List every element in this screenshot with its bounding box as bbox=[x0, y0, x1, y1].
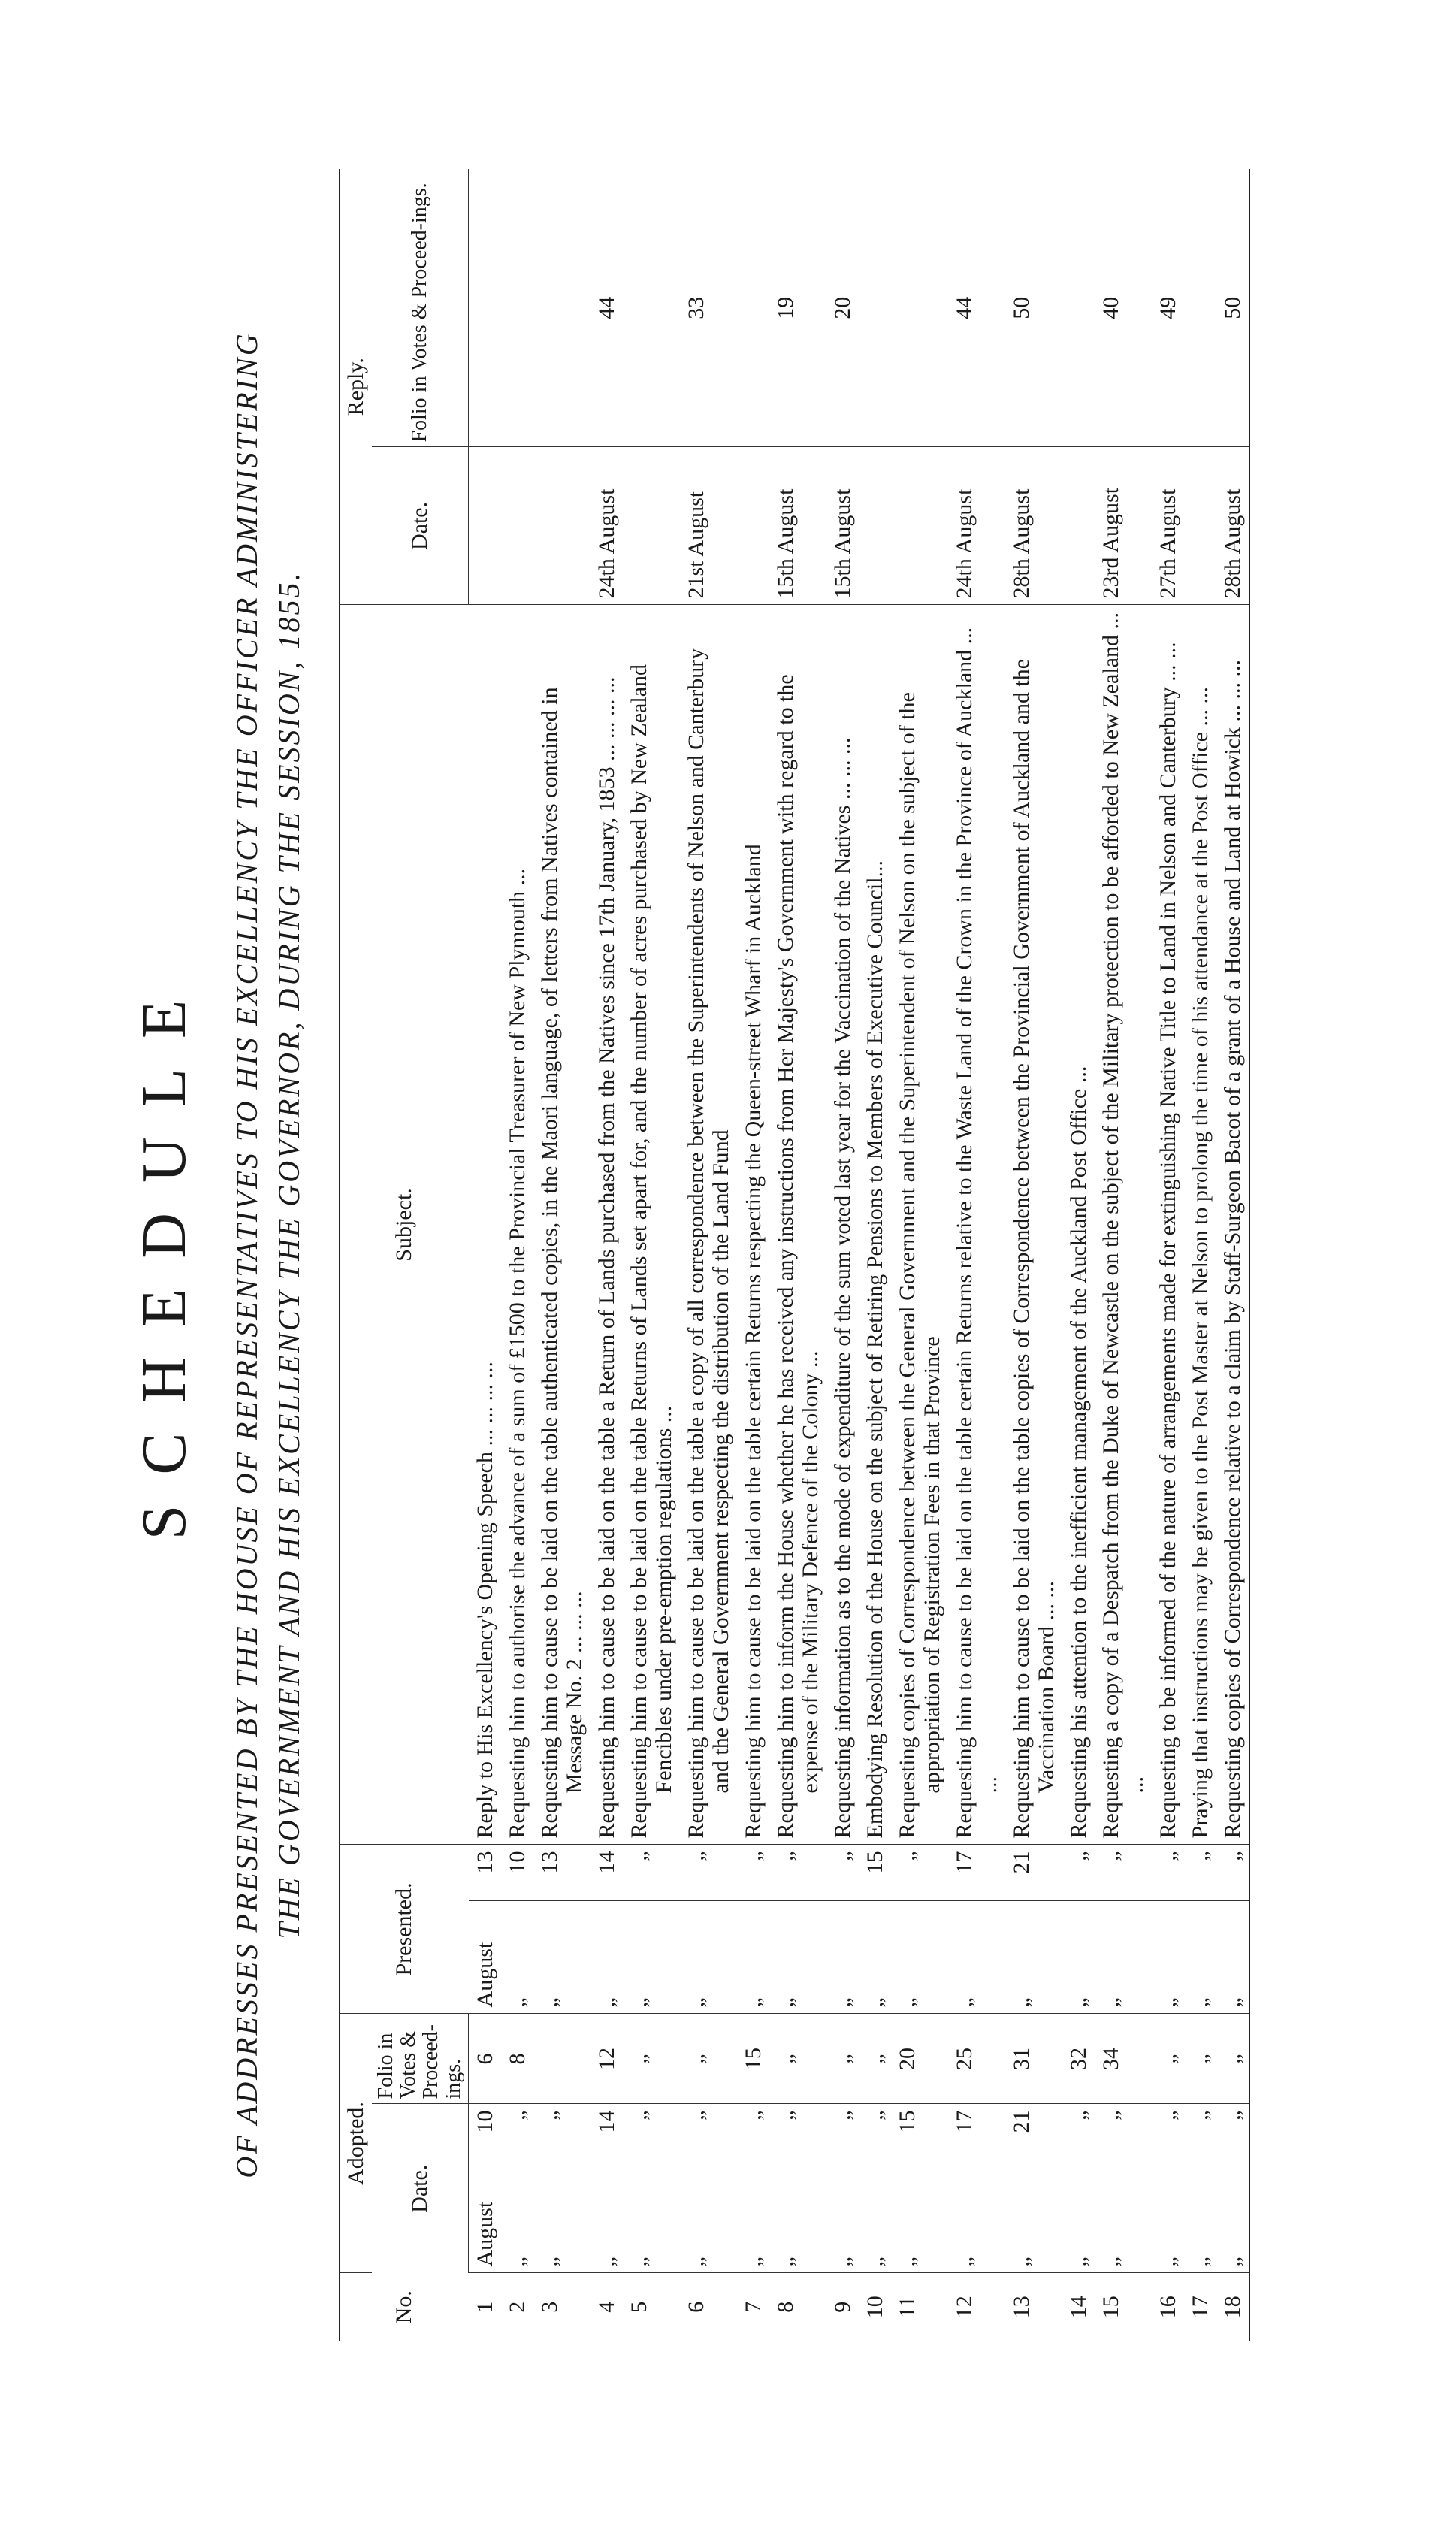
subject-line: Reply to His Excellency's Opening Speech ... ... ... ... bbox=[472, 1362, 497, 1839]
adopted-month: „ bbox=[859, 2160, 891, 2273]
row-number: 9 bbox=[830, 2301, 855, 2313]
subject-line: Requesting copies of Correspondence between the General Government and the Superintendent of Nelson on the subject of the appropriation of Registration Fees in that Province bbox=[895, 692, 944, 1839]
adopted-folio: 31 bbox=[1005, 2014, 1062, 2104]
adopted-month: „ bbox=[501, 2160, 533, 2273]
subject-line: Requesting him to cause to be laid on the table a copy of all correspondence between the Superintendents of Nelson and Canterbury and the General Government respecting the distribution of the Land Fund bbox=[684, 648, 733, 1839]
adopted-folio: „ bbox=[1152, 2014, 1184, 2104]
table-row bbox=[680, 169, 737, 2341]
subject-text bbox=[591, 605, 623, 1845]
presented-day: „ bbox=[680, 1845, 737, 1901]
subject-text bbox=[1184, 605, 1216, 1845]
adopted-day: „ bbox=[769, 2104, 826, 2160]
row-number: 16 bbox=[1155, 2296, 1180, 2319]
reply-folio bbox=[469, 169, 502, 447]
reply-folio: 50 bbox=[1005, 169, 1062, 447]
subject-text bbox=[1216, 605, 1249, 1845]
reply-folio bbox=[1062, 169, 1095, 447]
adopted-day: „ bbox=[533, 2104, 591, 2160]
col-reply-header: Reply. bbox=[340, 169, 372, 605]
presented-day: „ bbox=[623, 1845, 680, 1901]
adopted-folio: 15 bbox=[737, 2014, 769, 2104]
adopted-folio: „ bbox=[859, 2014, 891, 2104]
reply-date: 15th August bbox=[826, 447, 859, 605]
presented-day: 14 bbox=[591, 1845, 623, 1901]
adopted-folio bbox=[533, 2014, 591, 2104]
adopted-folio: „ bbox=[769, 2014, 826, 2104]
subject-text bbox=[1062, 605, 1095, 1845]
presented-day: 15 bbox=[859, 1845, 891, 1901]
presented-day: 10 bbox=[501, 1845, 533, 1901]
presented-month: „ bbox=[1184, 1901, 1216, 2014]
adopted-day: „ bbox=[501, 2104, 533, 2160]
subject-line: Requesting information as to the mode of expenditure of the sum voted last year for the Vaccination of the Natives ... ... ... bbox=[830, 737, 855, 1839]
adopted-month: „ bbox=[1095, 2160, 1152, 2273]
row-number: 14 bbox=[1066, 2296, 1091, 2319]
row-number: 12 bbox=[952, 2296, 977, 2319]
reply-folio bbox=[737, 169, 769, 447]
adopted-day: „ bbox=[1062, 2104, 1095, 2160]
table-row bbox=[826, 169, 859, 2341]
table-row bbox=[533, 169, 591, 2341]
reply-date bbox=[623, 447, 680, 605]
subject-text bbox=[680, 605, 737, 1845]
page-subtitle bbox=[226, 169, 310, 2341]
adopted-month: „ bbox=[1005, 2160, 1062, 2273]
presented-month: „ bbox=[623, 1901, 680, 2014]
adopted-folio: „ bbox=[623, 2014, 680, 2104]
adopted-month: „ bbox=[737, 2160, 769, 2273]
presented-month: „ bbox=[737, 1901, 769, 2014]
adopted-month: „ bbox=[533, 2160, 591, 2273]
reply-date: 24th August bbox=[948, 447, 1005, 605]
col-adopted-header: Adopted. bbox=[340, 2014, 372, 2273]
adopted-day: 14 bbox=[591, 2104, 623, 2160]
presented-month: „ bbox=[680, 1901, 737, 2014]
subject-line: Requesting him to inform the House whether he has received any instructions from Her Majesty's Government with regard to the expense of the Military Defence of the Colony ... bbox=[773, 674, 823, 1839]
col-no-header: No. bbox=[340, 2273, 469, 2341]
reply-folio bbox=[859, 169, 891, 447]
presented-day: „ bbox=[891, 1845, 948, 1901]
adopted-day: 10 bbox=[469, 2104, 502, 2160]
reply-folio bbox=[533, 169, 591, 447]
row-number: 13 bbox=[1009, 2296, 1034, 2319]
presented-month: „ bbox=[1005, 1901, 1062, 2014]
presented-month: „ bbox=[948, 1901, 1005, 2014]
adopted-folio: „ bbox=[1216, 2014, 1249, 2104]
subject-line: Requesting copies of Correspondence relative to a claim by Staff-Surgeon Bacot of a grant of a House and Land at Howick ... ... ... bbox=[1220, 660, 1245, 1839]
presented-month: August bbox=[469, 1901, 502, 2014]
adopted-month: „ bbox=[948, 2160, 1005, 2273]
presented-day: „ bbox=[1216, 1845, 1249, 1901]
page-title: SCHEDULE bbox=[129, 969, 199, 1540]
adopted-folio: 6 bbox=[469, 2014, 502, 2104]
adopted-month: „ bbox=[826, 2160, 859, 2273]
presented-month: „ bbox=[591, 1901, 623, 2014]
row-number: 18 bbox=[1216, 2273, 1249, 2341]
adopted-day: 15 bbox=[891, 2104, 948, 2160]
subject-text bbox=[533, 605, 591, 1845]
presented-month: „ bbox=[533, 1901, 591, 2014]
col-presented-header: Presented. bbox=[340, 1845, 469, 2014]
col-reply-date-header: Date. bbox=[372, 447, 469, 605]
row-number: 15 bbox=[1098, 2296, 1123, 2319]
reply-date bbox=[533, 447, 591, 605]
row-number: 4 bbox=[594, 2301, 619, 2313]
adopted-day: „ bbox=[737, 2104, 769, 2160]
table-row bbox=[501, 169, 533, 2341]
adopted-month: „ bbox=[623, 2160, 680, 2273]
subject-text bbox=[1005, 605, 1062, 1845]
presented-day: „ bbox=[1152, 1845, 1184, 1901]
presented-day: „ bbox=[1062, 1845, 1095, 1901]
adopted-month: „ bbox=[680, 2160, 737, 2273]
reply-date: 27th August bbox=[1152, 447, 1184, 605]
adopted-folio: „ bbox=[1184, 2014, 1216, 2104]
subject-line: Requesting him to cause to be laid on the table copies of Correspondence between the Provincial Government of Auckland and the Vaccination Board ... ... bbox=[1009, 658, 1059, 1839]
adopted-month: „ bbox=[769, 2160, 826, 2273]
adopted-day: „ bbox=[1152, 2104, 1184, 2160]
row-number: 5 bbox=[627, 2301, 651, 2313]
reply-folio: 20 bbox=[826, 169, 859, 447]
reply-folio bbox=[501, 169, 533, 447]
table-row bbox=[1095, 169, 1152, 2341]
adopted-month: August bbox=[469, 2160, 502, 2273]
presented-day: „ bbox=[1184, 1845, 1216, 1901]
presented-day: 13 bbox=[533, 1845, 591, 1901]
presented-day: „ bbox=[826, 1845, 859, 1901]
table-row bbox=[623, 169, 680, 2341]
adopted-day: „ bbox=[1184, 2104, 1216, 2160]
subject-line: Requesting him to cause to be laid on the table authenticated copies, in the Maori language, of letters from Natives contained in Message No. 2 ... ... ... bbox=[537, 687, 587, 1839]
presented-day: 21 bbox=[1005, 1845, 1062, 1901]
schedule-document bbox=[128, 169, 1250, 2341]
table-row bbox=[737, 169, 769, 2341]
reply-date bbox=[891, 447, 948, 605]
reply-folio: 40 bbox=[1095, 169, 1152, 447]
adopted-month: „ bbox=[591, 2160, 623, 2273]
adopted-folio: „ bbox=[826, 2014, 859, 2104]
subject-text bbox=[1152, 605, 1184, 1845]
subject-line: Embodying Resolution of the House on the subject of Retiring Pensions to Members of Executive Council... bbox=[862, 860, 887, 1839]
reply-date bbox=[859, 447, 891, 605]
col-adopted-folio-header: Folio in Votes & Proceed-ings. bbox=[372, 2014, 469, 2104]
adopted-month: „ bbox=[1184, 2160, 1216, 2273]
presented-month: „ bbox=[826, 1901, 859, 2014]
subject-line: Requesting a copy of a Despatch from the Duke of Newcastle on the subject of the Military protection to be afforded to New Zealand ... ... bbox=[1098, 612, 1148, 1839]
schedule-rows bbox=[469, 169, 1250, 2341]
subject-text bbox=[769, 605, 826, 1845]
reply-folio bbox=[891, 169, 948, 447]
adopted-day: 17 bbox=[948, 2104, 1005, 2160]
reply-date: 24th August bbox=[591, 447, 623, 605]
reply-folio: 50 bbox=[1216, 169, 1249, 447]
subject-line: Requesting him to cause to be laid on the table certain Returns respecting the Queen-street Wharf in Auckland bbox=[741, 844, 766, 1839]
col-adopted-date-header: Date. bbox=[372, 2104, 469, 2273]
subject-text bbox=[469, 605, 502, 1845]
presented-month: „ bbox=[501, 1901, 533, 2014]
presented-month: „ bbox=[769, 1901, 826, 2014]
reply-date: 23rd August bbox=[1095, 447, 1152, 605]
subject-text bbox=[826, 605, 859, 1845]
table-row bbox=[859, 169, 891, 2341]
adopted-folio: 12 bbox=[591, 2014, 623, 2104]
presented-month: „ bbox=[1062, 1901, 1095, 2014]
reply-folio: 44 bbox=[591, 169, 623, 447]
presented-month: „ bbox=[1216, 1901, 1249, 2014]
subject-text bbox=[737, 605, 769, 1845]
subject-text bbox=[948, 605, 1005, 1845]
table-row bbox=[1062, 169, 1095, 2341]
table-row bbox=[769, 169, 826, 2341]
reply-folio bbox=[1184, 169, 1216, 447]
row-number: 3 bbox=[537, 2301, 562, 2313]
presented-day: 17 bbox=[948, 1845, 1005, 1901]
adopted-folio: 20 bbox=[891, 2014, 948, 2104]
adopted-day: „ bbox=[623, 2104, 680, 2160]
adopted-month: „ bbox=[891, 2160, 948, 2273]
adopted-month: „ bbox=[1216, 2160, 1249, 2273]
row-number: 10 bbox=[862, 2296, 887, 2319]
adopted-day: 21 bbox=[1005, 2104, 1062, 2160]
adopted-day: „ bbox=[1216, 2104, 1249, 2160]
reply-date: 28th August bbox=[1005, 447, 1062, 605]
reply-folio: 44 bbox=[948, 169, 1005, 447]
presented-month: „ bbox=[859, 1901, 891, 2014]
header-row-top bbox=[340, 169, 372, 2341]
row-number: 17 bbox=[1188, 2296, 1213, 2319]
row-number: 6 bbox=[684, 2301, 708, 2313]
presented-day: „ bbox=[1095, 1845, 1152, 1901]
subtitle-line-2: THE GOVERNMENT AND HIS EXCELLENCY THE GOVERNOR, DURING THE SESSION, 1855. bbox=[272, 570, 306, 1939]
row-number: 1 bbox=[472, 2301, 497, 2313]
adopted-folio: „ bbox=[680, 2014, 737, 2104]
table-row bbox=[591, 169, 623, 2341]
adopted-day: „ bbox=[826, 2104, 859, 2160]
subject-line: Requesting to be informed of the nature of arrangements made for extinguishing Native Title to Land in Nelson and Canterbury ... ... bbox=[1155, 642, 1180, 1839]
table-row bbox=[1216, 169, 1249, 2341]
adopted-folio: 32 bbox=[1062, 2014, 1095, 2104]
subject-text bbox=[859, 605, 891, 1845]
reply-date: 21st August bbox=[680, 447, 737, 605]
presented-month: „ bbox=[1152, 1901, 1184, 2014]
table-row bbox=[948, 169, 1005, 2341]
subject-line: Requesting him to authorise the advance of a sum of £1500 to the Provincial Treasurer of New Plymouth ... bbox=[505, 868, 530, 1839]
adopted-folio: 25 bbox=[948, 2014, 1005, 2104]
reply-folio: 33 bbox=[680, 169, 737, 447]
reply-date bbox=[1062, 447, 1095, 605]
col-reply-folio-header: Folio in Votes & Proceed-ings. bbox=[372, 169, 469, 447]
subject-line: Requesting his attention to the inefficient management of the Auckland Post Office ... bbox=[1066, 1066, 1091, 1839]
table-row bbox=[1005, 169, 1062, 2341]
reply-date bbox=[501, 447, 533, 605]
adopted-day: „ bbox=[680, 2104, 737, 2160]
subject-line: Requesting him to cause to be laid on the table certain Returns relative to the Waste Land of the Crown in the Province of Auckland ... ... bbox=[952, 627, 1001, 1839]
reply-date bbox=[737, 447, 769, 605]
reply-date: 28th August bbox=[1216, 447, 1249, 605]
table-row bbox=[1184, 169, 1216, 2341]
subject-text bbox=[501, 605, 533, 1845]
reply-folio bbox=[623, 169, 680, 447]
subject-text bbox=[623, 605, 680, 1845]
adopted-month: „ bbox=[1062, 2160, 1095, 2273]
reply-date bbox=[469, 447, 502, 605]
table-row bbox=[1152, 169, 1184, 2341]
presented-day: 13 bbox=[469, 1845, 502, 1901]
row-number: 2 bbox=[505, 2301, 530, 2313]
subject-line: Requesting him to cause to be laid on the table a Return of Lands purchased from the Natives since 17th January, 1853 ... ... ... ... bbox=[594, 676, 619, 1839]
presented-month: „ bbox=[1095, 1901, 1152, 2014]
table-row bbox=[469, 169, 502, 2341]
adopted-day: „ bbox=[859, 2104, 891, 2160]
presented-day: „ bbox=[769, 1845, 826, 1901]
row-number: 8 bbox=[773, 2301, 798, 2313]
adopted-folio: 8 bbox=[501, 2014, 533, 2104]
reply-folio: 49 bbox=[1152, 169, 1184, 447]
table-row bbox=[891, 169, 948, 2341]
row-number: 7 bbox=[741, 2301, 766, 2313]
adopted-folio: 34 bbox=[1095, 2014, 1152, 2104]
reply-folio: 19 bbox=[769, 169, 826, 447]
reply-date: 15th August bbox=[769, 447, 826, 605]
reply-date bbox=[1184, 447, 1216, 605]
subject-line: Praying that instructions may be given to the Post Master at Nelson to prolong the time of his attendance at the Post Office ... ... bbox=[1188, 686, 1213, 1839]
adopted-month: „ bbox=[1152, 2160, 1184, 2273]
schedule-table bbox=[339, 169, 1250, 2341]
col-subject-header: Subject. bbox=[340, 605, 469, 1845]
adopted-day: „ bbox=[1095, 2104, 1152, 2160]
subject-line: Requesting him to cause to be laid on the table Returns of Lands set apart for, and the number of acres purchased by New Zealand Fencibles under pre-emption regulations ... bbox=[627, 664, 676, 1839]
subtitle-line-1: OF ADDRESSES PRESENTED BY THE HOUSE OF REPRESENTATIVES TO HIS EXCELLENCY THE OFFICER ADMINISTERING bbox=[230, 331, 264, 2178]
presented-day: „ bbox=[737, 1845, 769, 1901]
row-number: 11 bbox=[895, 2296, 920, 2318]
subject-text bbox=[891, 605, 948, 1845]
presented-month: „ bbox=[891, 1901, 948, 2014]
subject-text bbox=[1095, 605, 1152, 1845]
